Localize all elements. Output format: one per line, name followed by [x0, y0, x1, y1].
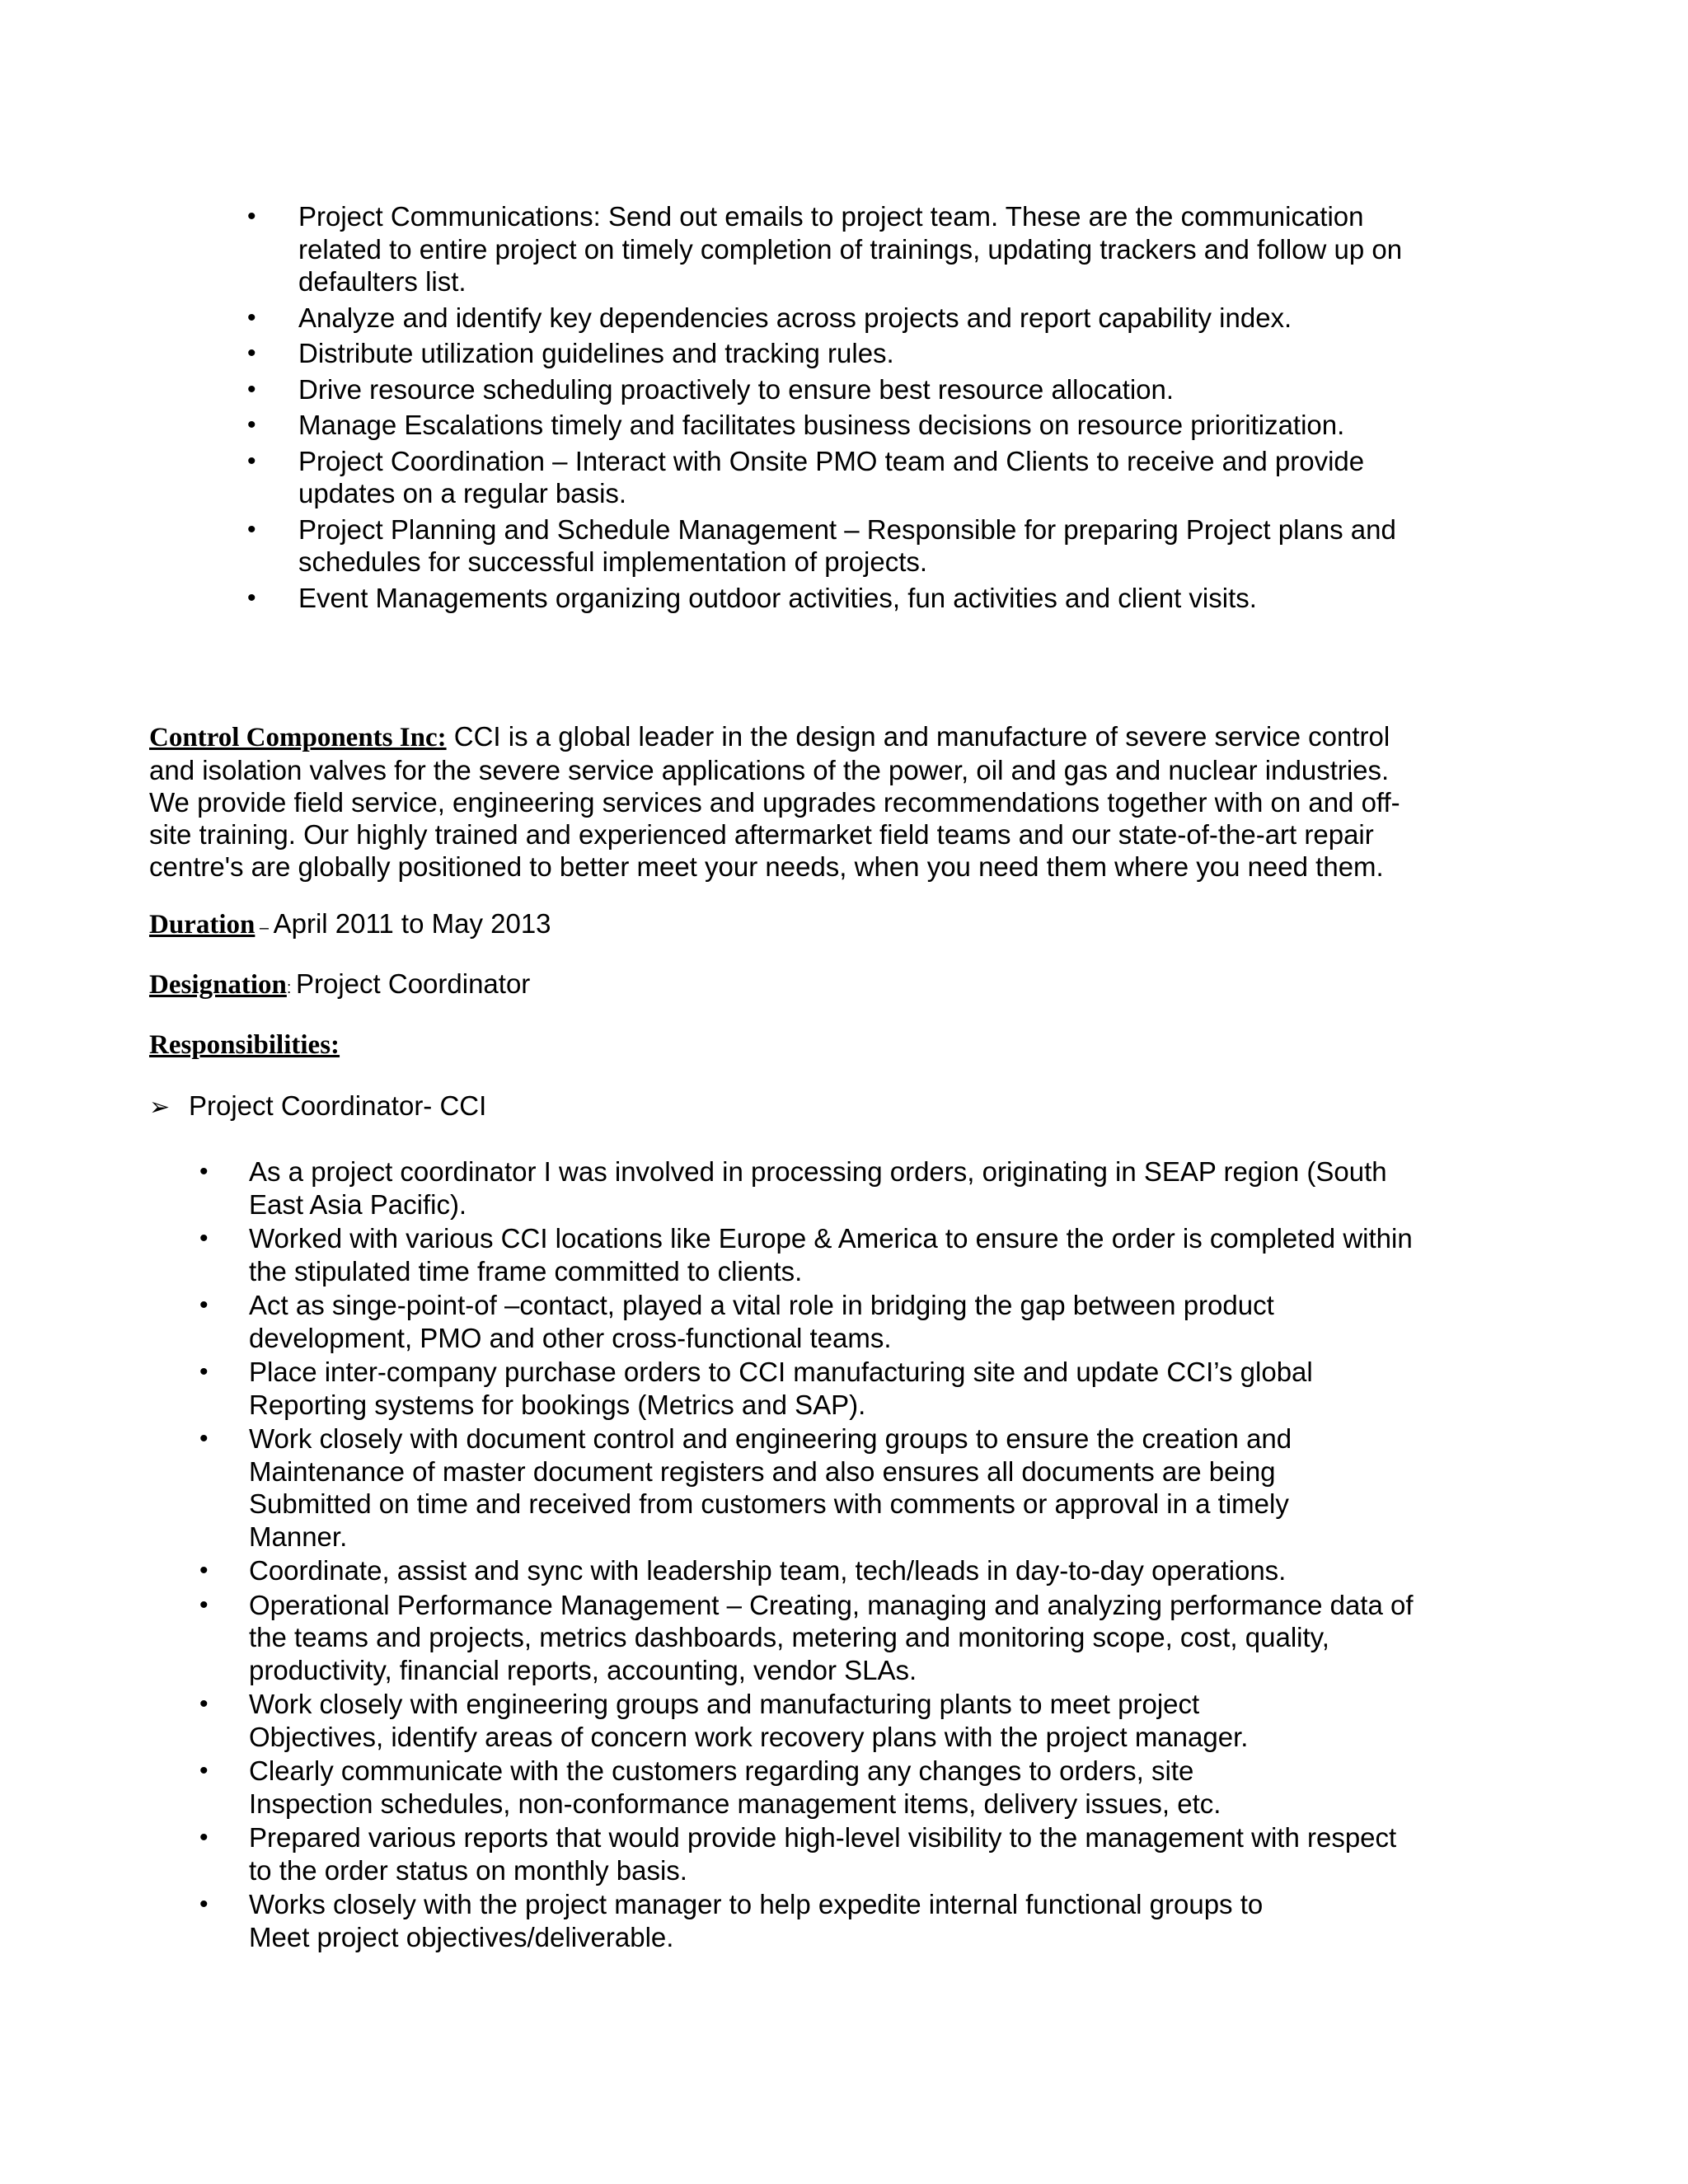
list-item-line: Manage Escalations timely and facilitates business decisions on resource prioritization.: [298, 410, 1345, 440]
list-item: [247, 373, 1444, 406]
bullet-icon: •: [199, 1291, 209, 1319]
company-description-line: CCI is a global leader in the design and manufacture of severe service control: [446, 721, 1390, 752]
list-item-line: Project Communications: Send out emails to project team. These are the communication: [298, 201, 1364, 232]
list-item: [199, 1422, 1444, 1553]
list-item: [199, 1755, 1444, 1820]
list-item-line: Objectives, identify areas of concern work recovery plans with the project manager.: [249, 1721, 1249, 1752]
bullet-icon: •: [199, 1557, 209, 1584]
list-item: [199, 1155, 1444, 1221]
bullet-icon: •: [247, 447, 256, 475]
bullet-icon: •: [199, 1891, 209, 1918]
company-description: [149, 720, 1435, 883]
company-description-line: and isolation valves for the severe service applications of the power, oil and gas and nuclear industries.: [149, 755, 1390, 785]
bullet-icon: •: [199, 1757, 209, 1784]
list-item: [247, 513, 1444, 579]
designation-separator: :: [286, 979, 296, 997]
bullet-icon: •: [247, 203, 256, 230]
role-subheading: [149, 1090, 486, 1124]
designation-row: [149, 968, 530, 1005]
bullet-icon: •: [247, 303, 256, 331]
list-item: [199, 1589, 1444, 1687]
list-item-line: Manner.: [249, 1521, 348, 1552]
bullet-icon: •: [247, 375, 256, 403]
list-item-line: Work closely with engineering groups and manufacturing plants to meet project: [249, 1689, 1200, 1719]
list-item-line: As a project coordinator I was involved in processing orders, originating in SEAP region (South: [249, 1156, 1387, 1187]
list-item-line: development, PMO and other cross-functional teams.: [249, 1322, 892, 1353]
duration-row: [149, 907, 551, 944]
role-subheading-text: Project Coordinator- CCI: [189, 1090, 487, 1121]
list-item: [247, 337, 1444, 370]
list-item-line: Clearly communicate with the customers regarding any changes to orders, site: [249, 1755, 1194, 1786]
bullet-icon: •: [247, 515, 256, 543]
list-item-line: Reporting systems for bookings (Metrics and SAP).: [249, 1389, 866, 1420]
previous-role-responsibilities-list: [247, 200, 1444, 617]
company-description-line: We provide field service, engineering services and upgrades recommendations together with on and off-: [149, 787, 1400, 818]
list-item: [199, 1821, 1444, 1886]
duration-value: April 2011 to May 2013: [273, 908, 551, 939]
list-item-line: Drive resource scheduling proactively to ensure best resource allocation.: [298, 373, 1175, 405]
bullet-icon: •: [199, 1358, 209, 1385]
list-item-line: schedules for successful implementation of projects.: [298, 546, 928, 577]
list-item-line: Meet project objectives/deliverable.: [249, 1921, 674, 1952]
list-item: [199, 1356, 1444, 1421]
list-item-line: Place inter-company purchase orders to CCI manufacturing site and update CCI’s global: [249, 1357, 1313, 1387]
cci-responsibilities-list: [199, 1155, 1444, 1955]
list-item-line: Works closely with the project manager to help expedite internal functional groups to: [249, 1889, 1264, 1919]
list-item-line: productivity, financial reports, accounting, vendor SLAs.: [249, 1654, 917, 1685]
list-item-line: Maintenance of master document registers and also ensures all documents are being: [249, 1455, 1276, 1487]
bullet-icon: •: [199, 1824, 209, 1851]
list-item-line: Submitted on time and received from customers with comments or approval in a timely: [249, 1488, 1289, 1519]
list-item: [199, 1688, 1444, 1753]
list-item: [199, 1888, 1444, 1953]
list-item-line: defaulters list.: [298, 266, 467, 297]
bullet-icon: •: [247, 340, 256, 367]
company-description-line: site training. Our highly trained and experienced aftermarket field teams and our state-of-the-art repair: [149, 819, 1374, 850]
list-item-line: Project Planning and Schedule Management – Responsible for preparing Project plans and: [298, 513, 1396, 545]
bullet-icon: •: [199, 1158, 209, 1185]
bullet-icon: •: [199, 1425, 209, 1452]
list-item-line: East Asia Pacific).: [249, 1188, 467, 1220]
company-name: Control Components Inc:: [149, 723, 447, 752]
list-item-line: Work closely with document control and engineering groups to ensure the creation and: [249, 1423, 1292, 1454]
list-item-line: the stipulated time frame committed to clients.: [249, 1255, 803, 1286]
list-item: [247, 445, 1444, 510]
list-item: [247, 409, 1444, 442]
duration-label: Duration: [149, 910, 256, 940]
list-item: [247, 200, 1444, 298]
list-item-line: Coordinate, assist and sync with leadership team, tech/leads in day-to-day operations.: [249, 1555, 1287, 1586]
list-item-line: to the order status on monthly basis.: [249, 1854, 687, 1886]
bullet-icon: •: [247, 411, 256, 438]
list-item-line: Worked with various CCI locations like Europe & America to ensure the order is completed within: [249, 1223, 1413, 1254]
list-item-line: the teams and projects, metrics dashboards, metering and monitoring scope, cost, quality,: [249, 1622, 1329, 1652]
bullet-icon: •: [199, 1591, 209, 1619]
arrow-bullet-icon: ➢: [149, 1094, 171, 1121]
list-item: [199, 1554, 1444, 1587]
list-item-line: updates on a regular basis.: [298, 478, 627, 509]
list-item-line: Prepared various reports that would provide high-level visibility to the management with respect: [249, 1822, 1397, 1853]
responsibilities-heading-row: [149, 1028, 340, 1062]
company-description-line: centre's are globally positioned to better meet your needs, when you need them where you need them.: [149, 851, 1384, 882]
list-item-line: Analyze and identify key dependencies across projects and report capability index.: [298, 302, 1292, 333]
designation-label: Designation: [149, 970, 287, 1000]
list-item: [199, 1289, 1444, 1354]
list-item: [199, 1222, 1444, 1287]
bullet-icon: •: [247, 583, 256, 612]
list-item: [247, 302, 1444, 335]
duration-separator: –: [255, 919, 274, 937]
list-item-line: Act as singe-point-of –contact, played a vital role in bridging the gap between product: [249, 1290, 1274, 1320]
list-item-line: Operational Performance Management – Creating, managing and analyzing performance data of: [249, 1589, 1414, 1620]
list-item: [247, 582, 1444, 615]
bullet-icon: •: [199, 1690, 209, 1718]
list-item-line: Inspection schedules, non-conformance management items, delivery issues, etc.: [249, 1788, 1221, 1819]
bullet-icon: •: [199, 1225, 209, 1252]
responsibilities-heading: Responsibilities:: [149, 1030, 340, 1060]
list-item-line: Distribute utilization guidelines and tracking rules.: [298, 338, 894, 368]
list-item-line: related to entire project on timely completion of trainings, updating trackers and follow up on: [298, 233, 1403, 265]
list-item-line: Event Managements organizing outdoor activities, fun activities and client visits.: [298, 582, 1257, 613]
list-item-line: Project Coordination – Interact with Onsite PMO team and Clients to receive and provide: [298, 445, 1365, 476]
designation-value: Project Coordinator: [295, 968, 531, 999]
